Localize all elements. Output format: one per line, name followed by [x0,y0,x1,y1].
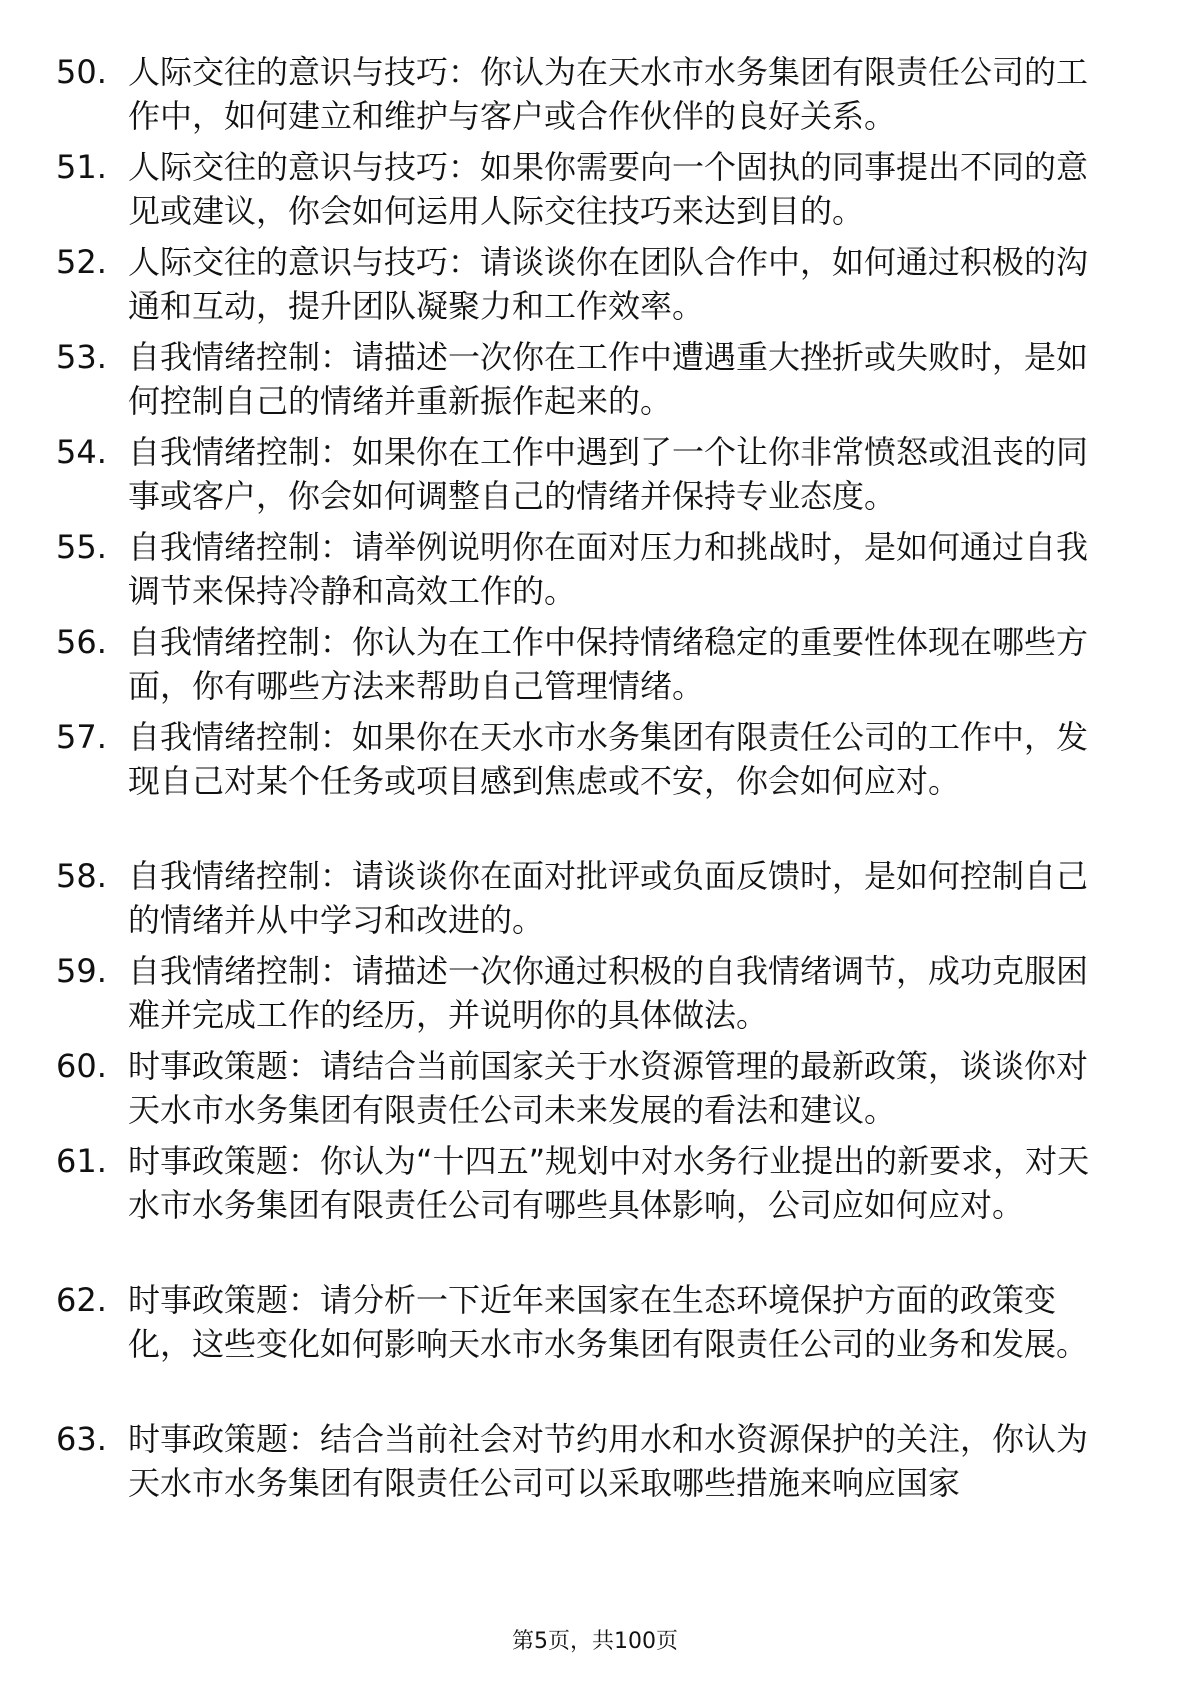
question-text: 自我情绪控制：请举例说明你在面对压力和挑战时，是如何通过自我调节来保持冷静和高效工作的。 [128,528,1089,610]
question-number: 59. [56,952,107,990]
question-text: 自我情绪控制：如果你在天水市水务集团有限责任公司的工作中，发现自己对某个任务或项目感到焦虑或不安，你会如何应对。 [128,718,1089,800]
question-number: 63. [56,1420,107,1458]
question-text: 人际交往的意识与技巧：请谈谈你在团队合作中，如何通过积极的沟通和互动，提升团队凝聚力和工作效率。 [128,243,1089,325]
question-text: 自我情绪控制：你认为在工作中保持情绪稳定的重要性体现在哪些方面，你有哪些方法来帮助自己管理情绪。 [128,623,1089,705]
question-number: 51. [56,148,107,186]
question-number: 61. [56,1142,107,1180]
question-number: 50. [56,53,107,91]
question-number: 58. [56,857,107,895]
question-number: 57. [56,718,107,756]
question-number: 62. [56,1281,107,1319]
page-footer: 第5页，共100页 [512,1629,678,1654]
question-number: 54. [56,433,107,471]
question-text: 人际交往的意识与技巧：如果你需要向一个固执的同事提出不同的意见或建议，你会如何运用人际交往技巧来达到目的。 [128,148,1089,230]
question-text: 自我情绪控制：如果你在工作中遇到了一个让你非常愤怒或沮丧的同事或客户，你会如何调整自己的情绪并保持专业态度。 [128,433,1089,515]
question-text: 时事政策题：请分析一下近年来国家在生态环境保护方面的政策变化，这些变化如何影响天水市水务集团有限责任公司的业务和发展。 [128,1281,1089,1363]
question-text: 时事政策题：请结合当前国家关于水资源管理的最新政策，谈谈你对天水市水务集团有限责任公司未来发展的看法和建议。 [128,1047,1089,1129]
question-number: 52. [56,243,107,281]
question-number: 56. [56,623,107,661]
question-text: 时事政策题：你认为“十四五”规划中对水务行业提出的新要求，对天水市水务集团有限责任公司有哪些具体影响，公司应如何应对。 [128,1142,1090,1224]
question-number: 53. [56,338,107,376]
question-text: 时事政策题：结合当前社会对节约用水和水资源保护的关注，你认为天水市水务集团有限责任公司可以采取哪些措施来响应国家 [128,1420,1089,1502]
question-text: 自我情绪控制：请描述一次你在工作中遭遇重大挫折或失败时，是如何控制自己的情绪并重新振作起来的。 [128,338,1089,420]
question-text: 自我情绪控制：请描述一次你通过积极的自我情绪调节，成功克服困难并完成工作的经历，并说明你的具体做法。 [128,952,1089,1034]
question-number: 60. [56,1047,107,1085]
question-text: 自我情绪控制：请谈谈你在面对批评或负面反馈时，是如何控制自己的情绪并从中学习和改进的。 [128,857,1089,939]
question-text: 人际交往的意识与技巧：你认为在天水市水务集团有限责任公司的工作中，如何建立和维护与客户或合作伙伴的良好关系。 [128,53,1089,135]
question-number: 55. [56,528,107,566]
